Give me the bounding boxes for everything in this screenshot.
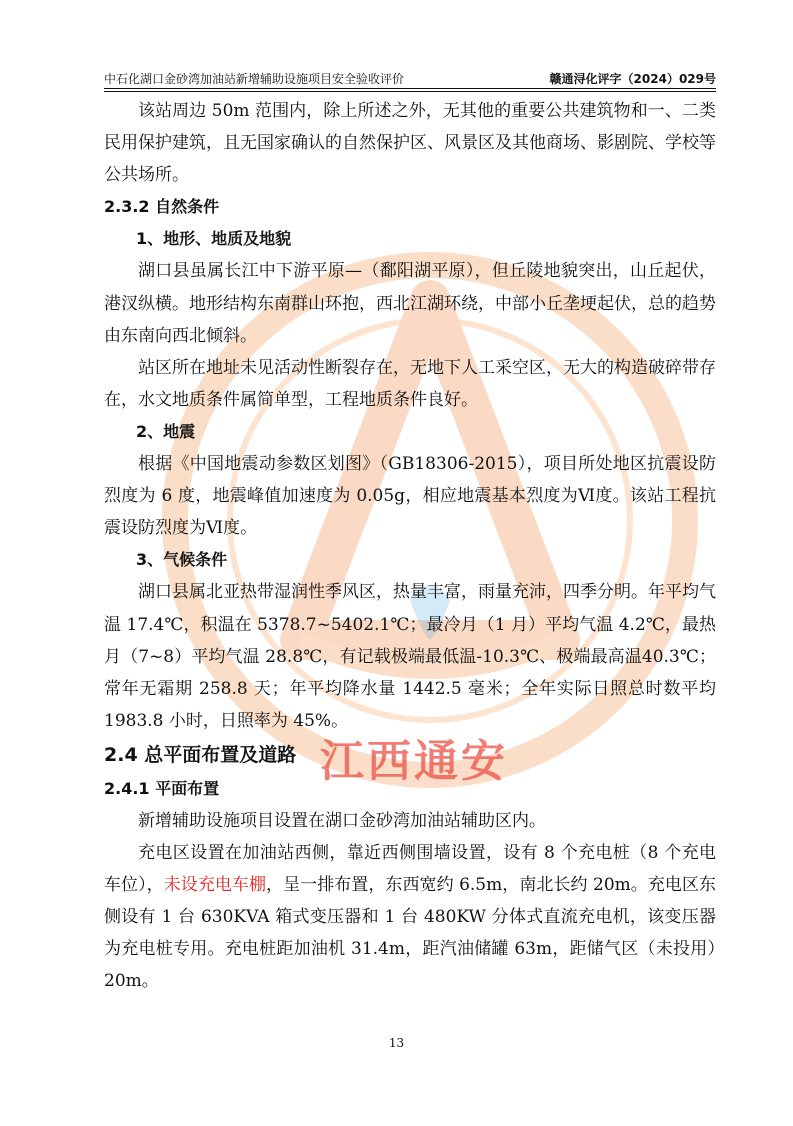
subheading-terrain: 1、地形、地质及地貌: [136, 229, 292, 249]
paragraph-climate: 湖口县属北亚热带湿润性季风区，热量丰富，雨量充沛，四季分明。年平均气温 17.4℃，积温在 5378.7~5402.1℃；最冷月（1 月）平均气温 4.2℃，最热月（7~8）平均气温 28.8℃，有记载极端最低温-10.3℃、极端最高温40.3℃；常年无霜期 258.8 天；年平均降水量 1442.5 毫米；全年实际日照总时数平均 1983.8 小时，日照率为 45%。: [104, 582, 716, 731]
page-header: [104, 68, 716, 88]
paragraph-terrain-1: 湖口县虽属长江中下游平原—（鄱阳湖平原），但丘陵地貌突出，山丘起伏，港汊纵横。地形结构东南群山环抱，西北江湖环绕，中部小丘垄埂起伏，总的趋势由东南向西北倾斜。: [104, 261, 716, 346]
paragraph-terrain-2: 站区所在地址未见活动性断裂存在，无地下人工采空区，无大的构造破碎带存在，水文地质条件属简单型，工程地质条件良好。: [104, 357, 716, 410]
plan-text-part-a: 充电区设置在加油站西侧，靠近西侧围墙设置，设有 8 个充电桩（8 个充电车位），: [104, 843, 716, 896]
section-heading-plan-layout: 2.4.1 平面布置: [104, 778, 220, 798]
subheading-climate: 3、气候条件: [136, 550, 228, 570]
watermark-text: 江西通安: [320, 736, 508, 787]
paragraph-surroundings: 该站周边 50m 范围内，除上所述之外，无其他的重要公共建筑物和一、二类民用保护建筑，且无国家确认的自然保护区、风景区及其他商场、影剧院、学校等公共场所。: [104, 101, 716, 186]
paragraph-plan-1: 新增辅助设施项目设置在湖口金砂湾加油站辅助区内。: [138, 810, 546, 831]
header-doc-number: 赣通浔化评字（2024）029号: [549, 72, 716, 86]
header-title: 中石化湖口金砂湾加油站新增辅助设施项目安全验收评价: [104, 72, 405, 86]
paragraph-earthquake: 根据《中国地震动参数区划图》（GB18306-2015），项目所处地区抗震设防烈度为 6 度，地震峰值加速度为 0.05g，相应地震基本烈度为Ⅵ度。该站工程抗震设防烈度为Ⅵ度。: [104, 454, 716, 539]
page-number: 13: [388, 1036, 405, 1050]
subheading-earthquake: 2、地震: [136, 421, 196, 441]
highlighted-note: 未设充电车棚: [163, 875, 267, 896]
section-heading-site-layout: 2.4 总平面布置及道路: [104, 743, 297, 766]
document-body: [104, 95, 716, 998]
plan-text-part-b: ，呈一排布置，东西宽约 6.5m，南北长约 20m。充电区东侧设有 1 台 630KVA 箱式变压器和 1 台 480KW 分体式直流充电机，该变压器为充电桩专用。充电桩距加油机 31.4m，距汽油储罐 63m，距储气区（未投用）20m。: [104, 875, 717, 992]
header-divider: [104, 88, 716, 92]
section-heading-natural-conditions: 2.3.2 自然条件: [104, 197, 220, 217]
paragraph-plan-2: [104, 837, 716, 997]
